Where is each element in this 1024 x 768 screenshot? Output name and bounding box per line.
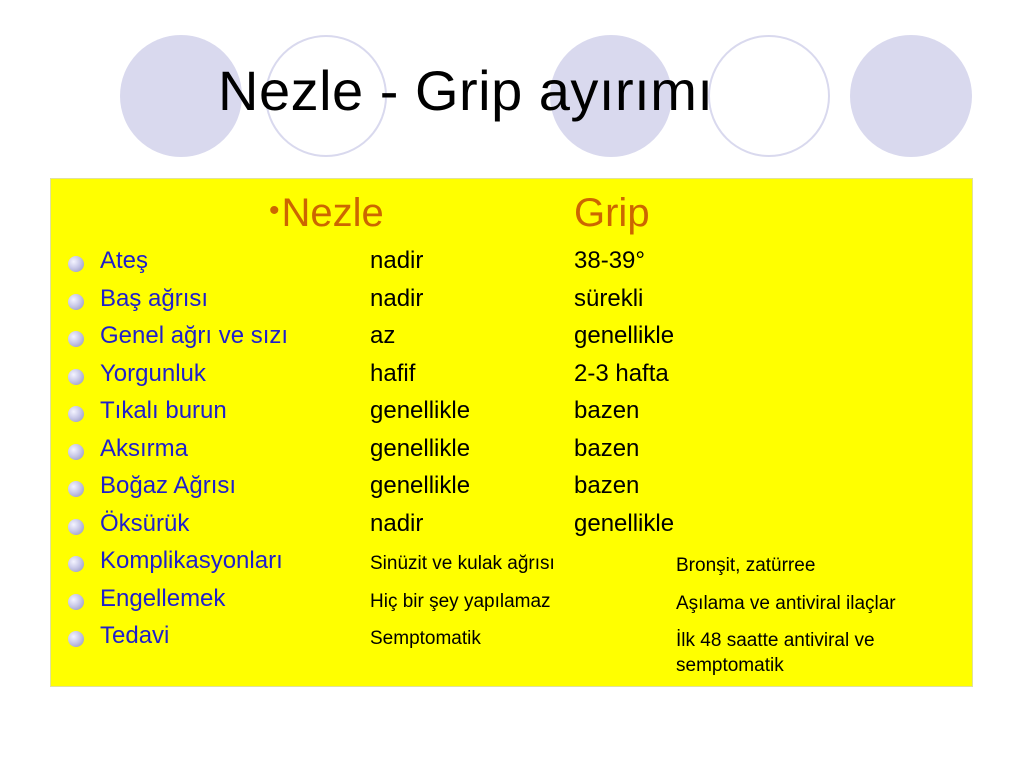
bullet-icon xyxy=(68,331,84,347)
bullet-icon xyxy=(68,519,84,535)
row-label: Baş ağrısı xyxy=(100,285,209,312)
slide-title: Nezle - Grip ayırımı xyxy=(218,59,714,122)
header-nezle-label: Nezle xyxy=(281,191,384,235)
grip-value: bazen xyxy=(574,397,640,424)
header-grip: Grip xyxy=(574,191,650,235)
decor-ring-4 xyxy=(708,35,830,157)
bullet-icon xyxy=(68,369,84,385)
bullet-icon xyxy=(68,444,84,460)
decor-circle-5 xyxy=(850,35,972,157)
comparison-table xyxy=(50,178,973,687)
bullet-icon xyxy=(68,406,84,422)
bullet-icon xyxy=(68,556,84,572)
nezle-value: Semptomatik xyxy=(370,628,481,649)
table-row xyxy=(51,285,972,321)
row-label: Yorgunluk xyxy=(100,360,206,387)
grip-value: 2-3 hafta xyxy=(574,360,669,387)
row-label: Boğaz Ağrısı xyxy=(100,472,237,499)
table-row xyxy=(51,322,972,358)
table-row xyxy=(51,622,972,676)
bullet-icon xyxy=(68,294,84,310)
grip-value: bazen xyxy=(574,472,640,499)
grip-value: İlk 48 saatte antiviral ve semptomatik xyxy=(676,630,875,676)
nezle-value: Sinüzit ve kulak ağrısı xyxy=(370,553,555,574)
row-label: Genel ağrı ve sızı xyxy=(100,322,289,349)
nezle-value: nadir xyxy=(370,510,424,537)
row-label: Komplikasyonları xyxy=(100,547,283,574)
table-row xyxy=(51,472,972,508)
nezle-value: nadir xyxy=(370,247,424,274)
grip-value: Bronşit, zatürree xyxy=(676,555,816,576)
header-nezle xyxy=(269,191,384,236)
row-label: Tıkalı burun xyxy=(100,397,227,424)
grip-value: Aşılama ve antiviral ilaçlar xyxy=(676,593,896,614)
nezle-value: genellikle xyxy=(370,472,471,499)
nezle-value: genellikle xyxy=(370,435,471,462)
table-row xyxy=(51,360,972,396)
table-row xyxy=(51,585,972,621)
grip-value: sürekli xyxy=(574,285,644,312)
grip-value: genellikle xyxy=(574,322,675,349)
row-label: Ateş xyxy=(100,247,149,274)
nezle-value: nadir xyxy=(370,285,424,312)
nezle-value: Hiç bir şey yapılamaz xyxy=(370,591,551,612)
bullet-icon xyxy=(68,594,84,610)
bullet-icon xyxy=(68,631,84,647)
bullet-icon xyxy=(68,256,84,272)
nezle-value: az xyxy=(370,322,396,349)
row-label: Öksürük xyxy=(100,510,190,537)
table-row xyxy=(51,510,972,546)
row-label: Tedavi xyxy=(100,622,170,649)
header-bullet-icon: • xyxy=(269,194,280,227)
row-label: Aksırma xyxy=(100,435,189,462)
table-row xyxy=(51,247,972,283)
nezle-value: genellikle xyxy=(370,397,471,424)
row-label: Engellemek xyxy=(100,585,226,612)
table-row xyxy=(51,397,972,433)
nezle-value: hafif xyxy=(370,360,416,387)
bullet-icon xyxy=(68,481,84,497)
table-row xyxy=(51,435,972,471)
grip-value: genellikle xyxy=(574,510,675,537)
grip-value: bazen xyxy=(574,435,640,462)
table-row xyxy=(51,547,972,583)
grip-value: 38-39° xyxy=(574,247,645,274)
